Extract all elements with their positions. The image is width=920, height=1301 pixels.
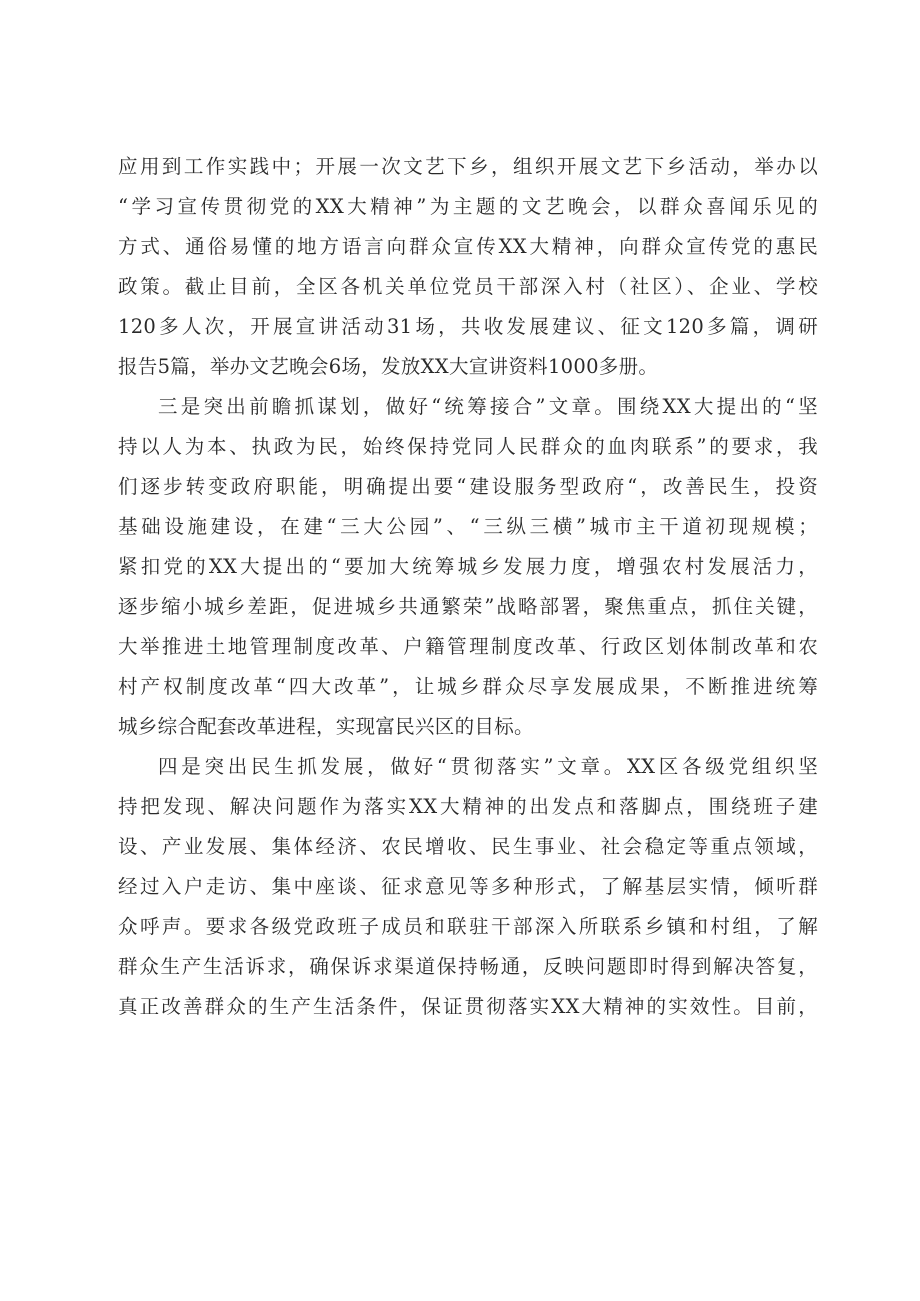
text-line: 应用到工作实践中；开展一次文艺下乡，组织开展文艺下乡活动，举办以 <box>118 155 818 178</box>
text-line: 城乡综合配套改革进程，实现富民兴区的目标。 <box>118 715 534 738</box>
text-line: 政策。截止目前，全区各机关单位党员干部深入村（社区）、企业、学校 <box>118 275 818 298</box>
text-line: “学习宣传贯彻党的XX大精神”为主题的文艺晚会，以群众喜闻乐见的 <box>118 195 818 218</box>
text-line: 设、产业发展、集体经济、农民增收、民生事业、社会稳定等重点领域， <box>118 835 818 858</box>
text-line: 持把发现、解决问题作为落实XX大精神的出发点和落脚点，围绕班子建 <box>118 795 818 818</box>
text-line: 经过入户走访、集中座谈、征求意见等多种形式，了解基层实情，倾听群 <box>118 875 818 898</box>
text-line: 方式、通俗易懂的地方语言向群众宣传XX大精神，向群众宣传党的惠民 <box>118 235 818 258</box>
text-line: 报告5篇，举办文艺晚会6场，发放XX大宣讲资料1000多册。 <box>118 355 659 378</box>
body-text <box>118 147 818 1027</box>
paragraph-start-line: 三是突出前瞻抓谋划，做好“统筹接合”文章。围绕XX大提出的“坚 <box>158 395 818 418</box>
text-line: 120多人次，开展宣讲活动31场，共收发展建议、征文120多篇，调研 <box>118 315 818 338</box>
text-line: 大举推进土地管理制度改革、户籍管理制度改革、行政区划体制改革和农 <box>118 635 818 658</box>
paragraph-start-line: 四是突出民生抓发展，做好“贯彻落实”文章。XX区各级党组织坚 <box>158 755 818 778</box>
text-line: 紧扣党的XX大提出的“要加大统筹城乡发展力度，增强农村发展活力， <box>118 555 818 578</box>
text-line: 们逐步转变政府职能，明确提出要“建设服务型政府“，改善民生，投资 <box>118 475 818 498</box>
text-line: 基础设施建设，在建“三大公园”、“三纵三横”城市主干道初现规模； <box>118 515 818 538</box>
text-line: 村产权制度改革“四大改革”，让城乡群众尽享发展成果，不断推进统筹 <box>118 675 818 698</box>
text-line: 群众生产生活诉求，确保诉求渠道保持畅通，反映问题即时得到解决答复， <box>118 955 818 978</box>
text-line: 持以人为本、执政为民，始终保持党同人民群众的血肉联系”的要求，我 <box>118 435 818 458</box>
text-line: 众呼声。要求各级党政班子成员和联驻干部深入所联系乡镇和村组，了解 <box>118 915 818 938</box>
text-line: 真正改善群众的生产生活条件，保证贯彻落实XX大精神的实效性。目前， <box>118 995 818 1018</box>
text-line: 逐步缩小城乡差距，促进城乡共通繁荣”战略部署，聚焦重点，抓住关键， <box>118 595 818 618</box>
